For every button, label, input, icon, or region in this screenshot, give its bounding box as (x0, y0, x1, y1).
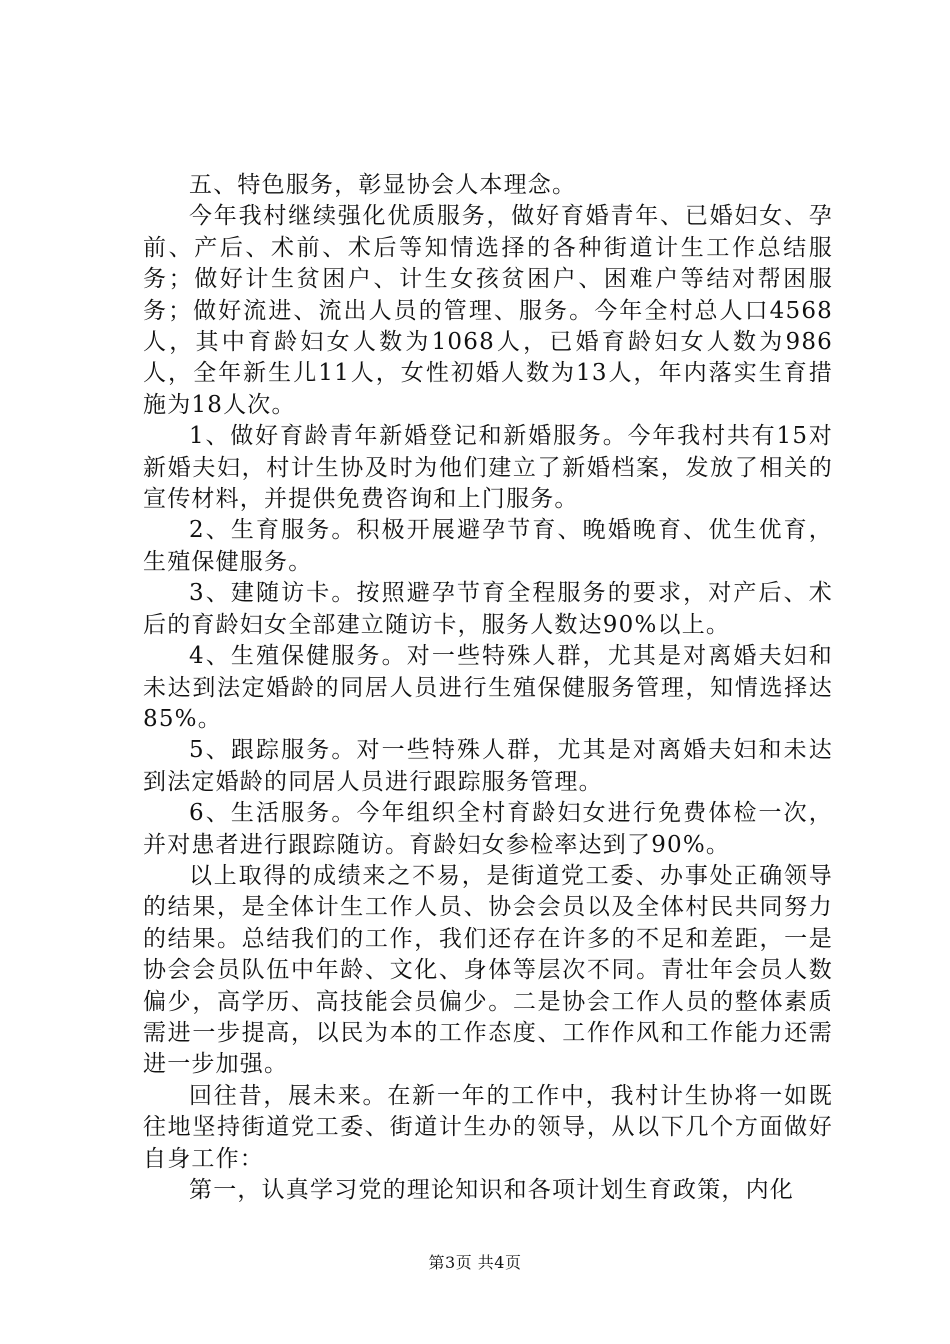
paragraph-item-3: 3、建随访卡。按照避孕节育全程服务的要求，对产后、术后的育龄妇女全部建立随访卡，服务人数达90%以上。 (143, 580, 833, 638)
paragraph-item-1: 1、做好育龄青年新婚登记和新婚服务。今年我村共有15对新婚夫妇，村计生协及时为他们建立了新婚档案，发放了相关的宣传材料，并提供免费咨询和上门服务。 (143, 423, 833, 513)
paragraph-item-6: 6、生活服务。今年组织全村育龄妇女进行免费体检一次，并对患者进行跟踪随访。育龄妇女参检率达到了90%。 (143, 800, 833, 858)
paragraph-item-2: 2、生育服务。积极开展避孕节育、晚婚晚育、优生优育，生殖保健服务。 (143, 517, 833, 575)
paragraph-overview: 今年我村继续强化优质服务，做好育婚青年、已婚妇女、孕前、产后、术前、术后等知情选择的各种街道计生工作总结服务；做好计生贫困户、计生女孩贫困户、困难户等结对帮困服务；做好流进、流出人员的管理、服务。今年全村总人口4568人，其中育龄妇女人数为1068人，已婚育龄妇女人数为986人，全年新生儿11人，女性初婚人数为13人，年内落实生育措施为18人次。 (143, 203, 833, 418)
paragraph-first-point: 第一，认真学习党的理论知识和各项计划生育政策，内化 (189, 1177, 794, 1203)
page-number-footer: 第3页 共4页 (428, 1253, 522, 1272)
section-heading: 五、特色服务，彰显协会人本理念。 (189, 172, 577, 198)
paragraph-item-5: 5、跟踪服务。对一些特殊人群，尤其是对离婚夫妇和未达到法定婚龄的同居人员进行跟踪服务管理。 (143, 737, 833, 795)
paragraph-item-4: 4、生殖保健服务。对一些特殊人群，尤其是对离婚夫妇和未达到法定婚龄的同居人员进行生殖保健服务管理，知情选择达85%。 (143, 643, 833, 732)
document-body (143, 170, 833, 1206)
paragraph-outlook: 回往昔，展未来。在新一年的工作中，我村计生协将一如既往地坚持街道党工委、街道计生办的领导，从以下几个方面做好自身工作： (143, 1082, 833, 1172)
paragraph-summary: 以上取得的成绩来之不易，是街道党工委、办事处正确领导的结果，是全体计生工作人员、协会会员以及全体村民共同努力的结果。总结我们的工作，我们还存在许多的不足和差距，一是协会会员队伍中年龄、文化、身体等层次不同。青壮年会员人数偏少，高学历、高技能会员偏少。二是协会工作人员的整体素质需进一步提高，以民为本的工作态度、工作作风和工作能力还需进一步加强。 (143, 862, 833, 1078)
